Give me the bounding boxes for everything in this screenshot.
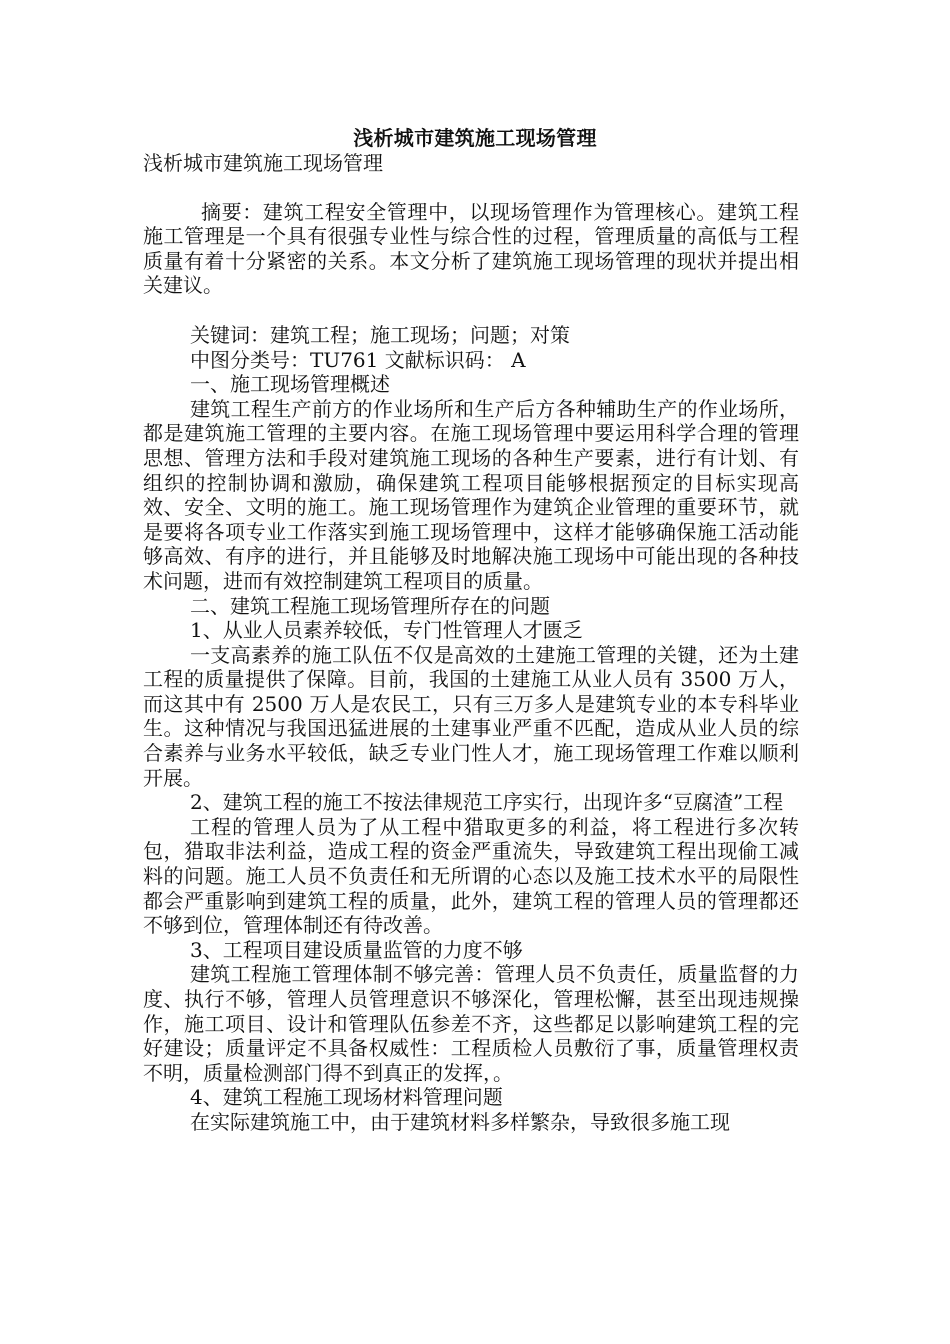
abstract-paragraph: 摘要：建筑工程安全管理中，以现场管理作为管理核心。建筑工程施工管理是一个具有很强专业性与综合性的过程，管理质量的高低与工程质量有着十分紧密的关系。本文分析了建筑施工现场管理的现状并提出相关建议。 [143,199,799,298]
section-heading: 二、建筑工程施工现场管理所存在的问题 [190,593,550,618]
classification-line: 中图分类号：TU761 文献标识码： A [190,347,526,372]
subsection-heading: 3、工程项目建设质量监管的力度不够 [190,937,523,962]
spacer [143,176,799,200]
subsection-heading: 2、建筑工程的施工不按法律规范工序实行，出现许多“豆腐渣”工程 [190,790,784,815]
document-body [143,151,799,1135]
document-title: 浅析城市建筑施工现场管理 [353,126,597,150]
subsection-heading: 1、从业人员素养较低，专门性管理人才匮乏 [190,618,583,643]
section-paragraph: 一支高素养的施工队伍不仅是高效的土建施工管理的关键，还为土建工程的质量提供了保障。目前，我国的土建施工从业人员有 3500 万人，而这其中有 2500 万人是农民工，只有三万多人是建筑专业的本专科毕业生。这种情况与我国迅猛进展的土建事业严重不匹配，造成从业人员的综合素养与业务水平较低，缺乏专业门性人才，施工现场管理工作难以顺利开展。 [143,642,799,790]
section-paragraph: 在实际建筑施工中，由于建筑材料多样繁杂，导致很多施工现 [190,1109,730,1134]
spacer [143,298,799,323]
section-paragraph: 工程的管理人员为了从工程中猎取更多的利益，将工程进行多次转包，猎取非法利益，造成工程的资金严重流失，导致建筑工程出现偷工减料的问题。施工人员不负责任和无所谓的心态以及施工技术水平的局限性都会严重影响到建筑工程的质量，此外，建筑工程的管理人员的管理都还不够到位，管理体制还有待改善。 [143,814,799,938]
section-paragraph: 建筑工程生产前方的作业场所和生产后方各种辅助生产的作业场所，都是建筑施工管理的主要内容。在施工现场管理中要运用科学合理的管理思想、管理方法和手段对建筑施工现场的各种生产要素，进行有计划、有组织的控制协调和激励，确保建筑工程项目能够根据预定的目标实现高效、安全、文明的施工。施工现场管理作为建筑企业管理的重要环节，就是要将各项专业工作落实到施工现场管理中，这样才能够确保施工活动能够高效、有序的进行，并且能够及时地解决施工现场中可能出现的各种技术问题，进而有效控制建筑工程项目的质量。 [143,396,799,593]
keywords-line: 关键词：建筑工程；施工现场；问题；对策 [190,322,570,347]
section-heading: 一、施工现场管理概述 [190,372,390,397]
document-subtitle: 浅析城市建筑施工现场管理 [143,151,383,175]
subsection-heading: 4、建筑工程施工现场材料管理问题 [190,1085,503,1110]
section-paragraph: 建筑工程施工管理体制不够完善：管理人员不负责任，质量监督的力度、执行不够，管理人员管理意识不够深化，管理松懈，甚至出现违规操作，施工项目、设计和管理队伍参差不齐，这些都足以影响建筑工程的完好建设；质量评定不具备权威性：工程质检人员敷衍了事，质量管理权责不明，质量检测部门得不到真正的发挥，。 [143,962,799,1085]
